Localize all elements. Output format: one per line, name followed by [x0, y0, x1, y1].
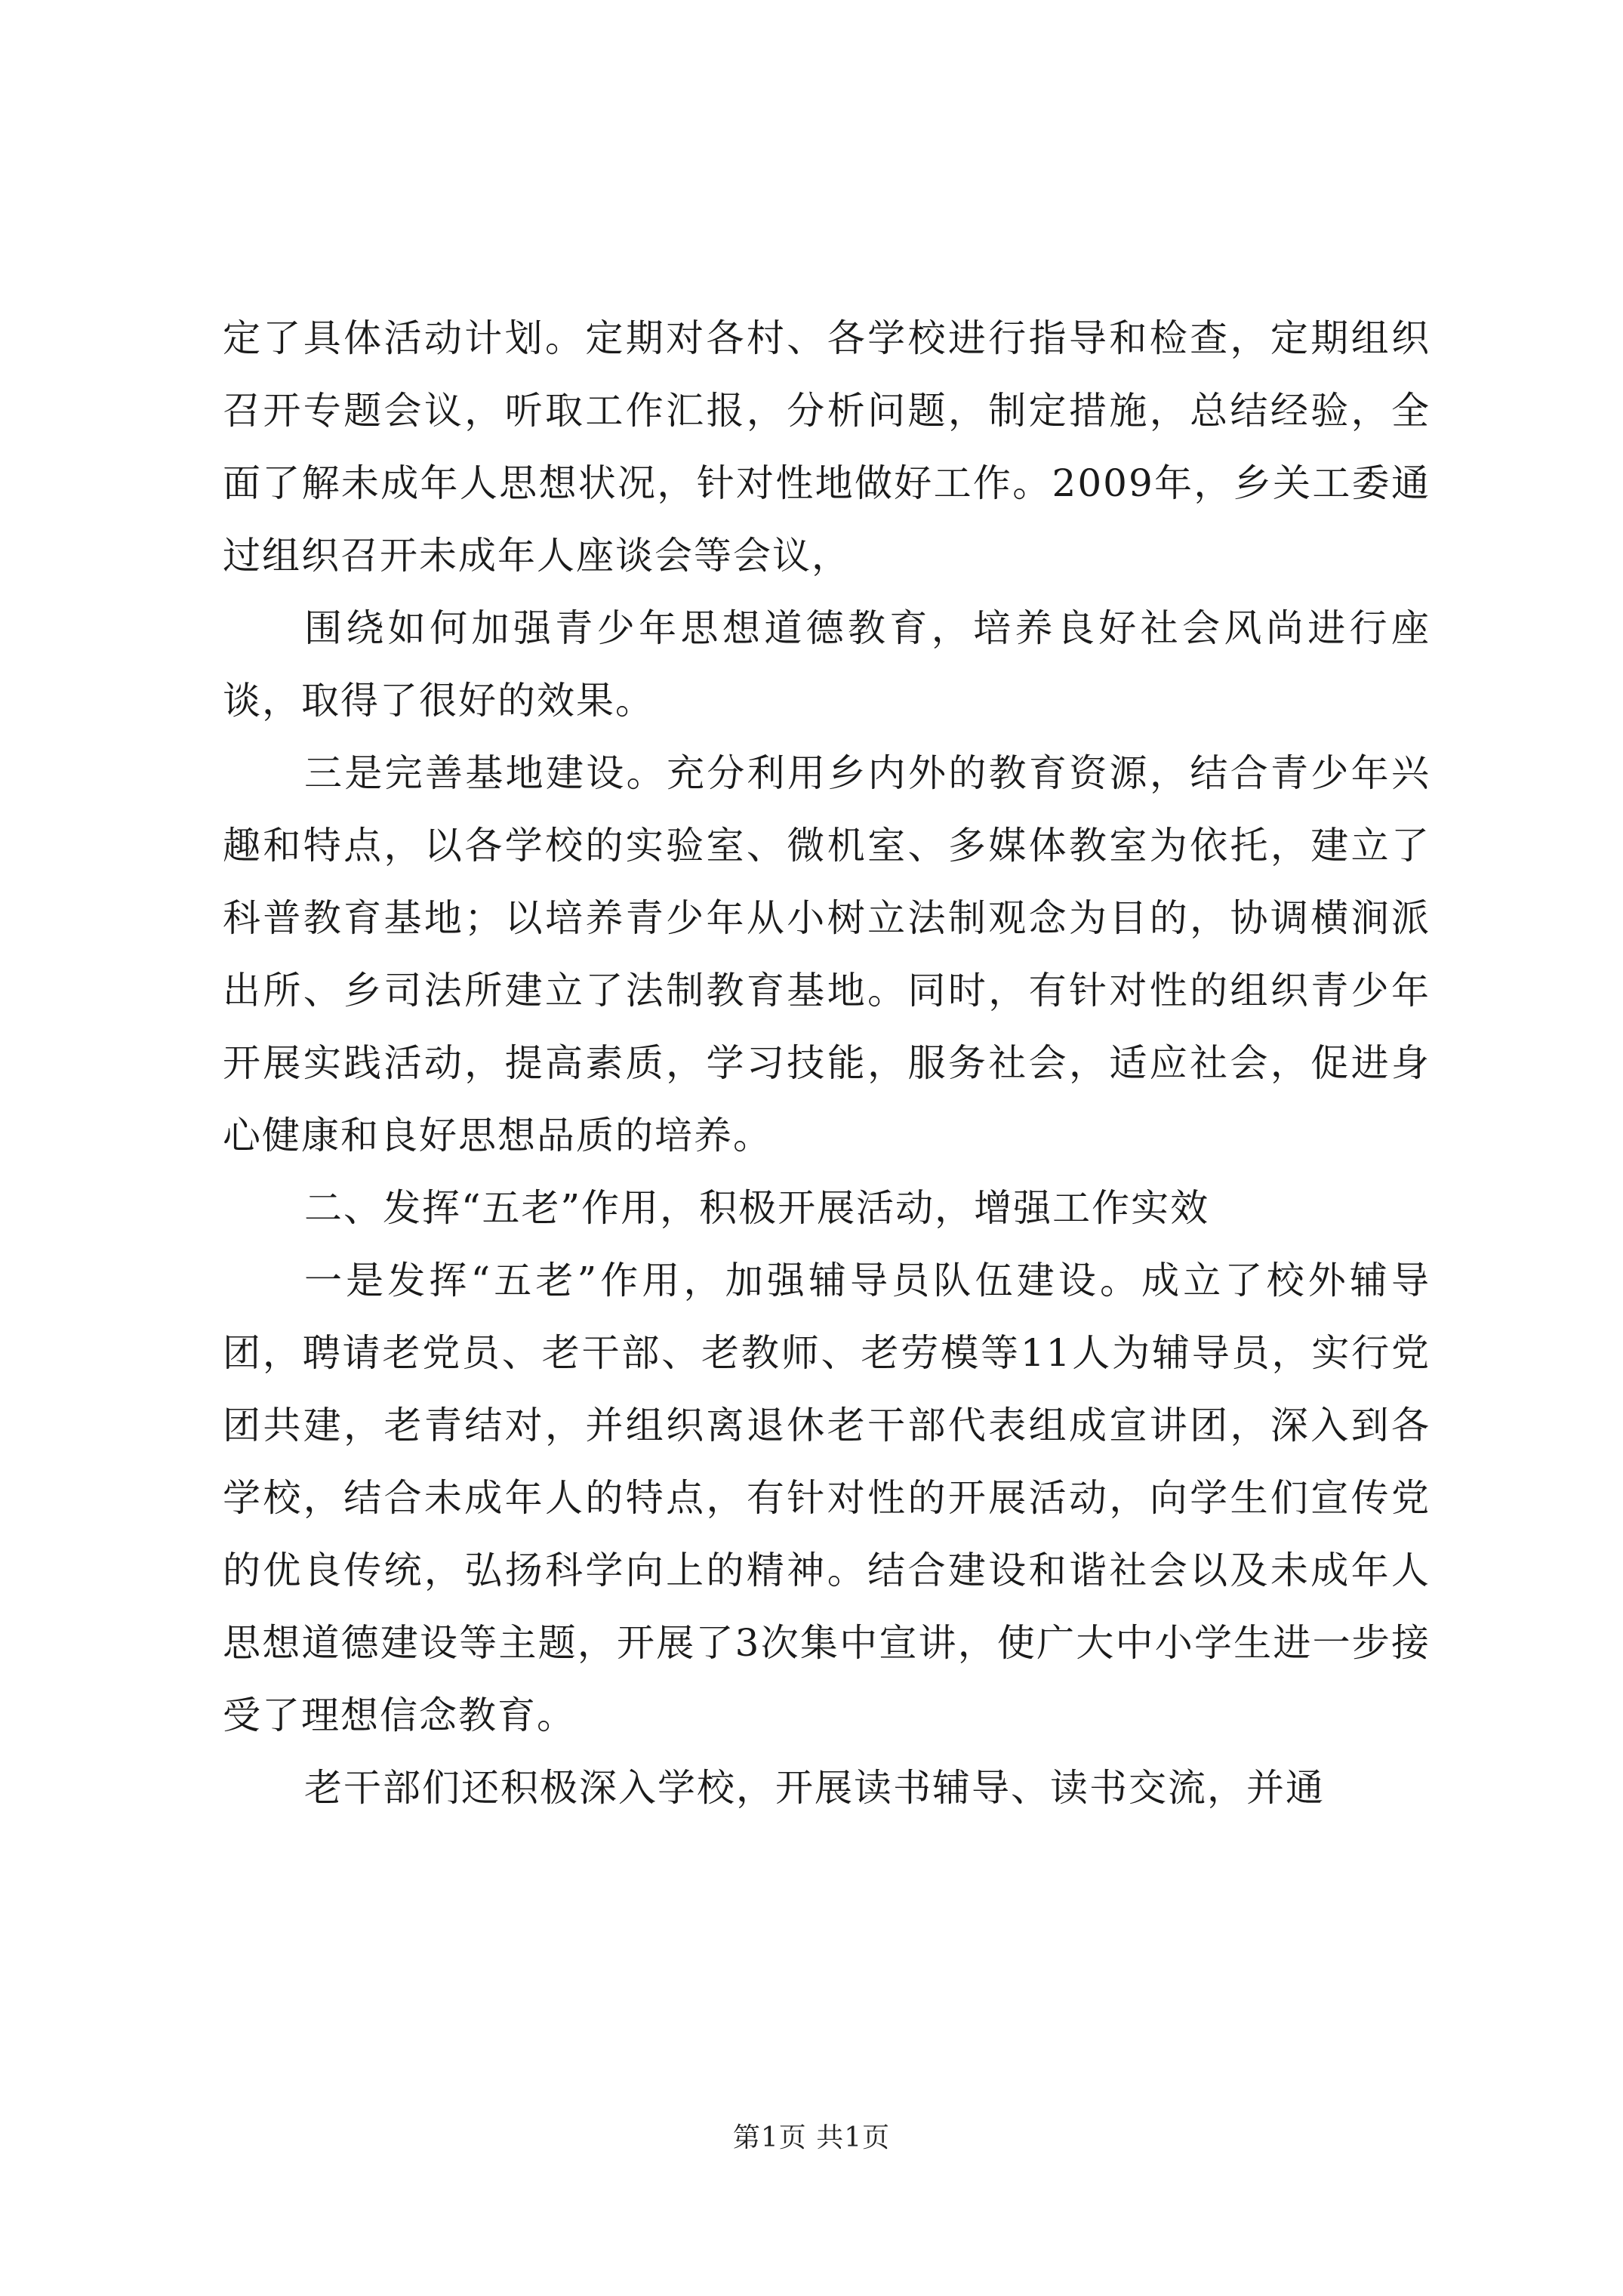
section-heading: 二、发挥“五老”作用，积极开展活动，增强工作实效: [304, 1186, 1210, 1230]
page-number-footer: 第1页 共1页: [732, 2122, 891, 2153]
paragraph-2: 围绕如何加强青少年思想道德教育，培养良好社会风尚进行座谈，取得了很好的效果。: [223, 606, 1431, 723]
paragraph-1: 定了具体活动计划。定期对各村、各学校进行指导和检查，定期组织召开专题会议，听取工作汇报，分析问题，制定措施，总结经验，全面了解未成年人思想状况，针对性地做好工作。2009年，乡关工委通过组织召开未成年人座谈会等会议，: [223, 316, 1431, 578]
document-body: [223, 302, 1431, 1824]
paragraph-3: 三是完善基地建设。充分利用乡内外的教育资源，结合青少年兴趣和特点，以各学校的实验室、微机室、多媒体教室为依托，建立了科普教育基地；以培养青少年从小树立法制观念为目的，协调横涧派出所、乡司法所建立了法制教育基地。同时，有针对性的组织青少年开展实践活动，提高素质，学习技能，服务社会，适应社会，促进身心健康和良好思想品质的培养。: [223, 751, 1431, 1157]
paragraph-5: 老干部们还积极深入学校，开展读书辅导、读书交流，并通: [304, 1766, 1325, 1810]
paragraph-4: 一是发挥“五老”作用，加强辅导员队伍建设。成立了校外辅导团，聘请老党员、老干部、老教师、老劳模等11人为辅导员，实行党团共建，老青结对，并组织离退休老干部代表组成宣讲团，深入到各学校，结合未成年人的特点，有针对性的开展活动，向学生们宣传党的优良传统，弘扬科学向上的精神。结合建设和谐社会以及未成年人思想道德建设等主题，开展了3次集中宣讲，使广大中小学生进一步接受了理想信念教育。: [223, 1259, 1431, 1737]
